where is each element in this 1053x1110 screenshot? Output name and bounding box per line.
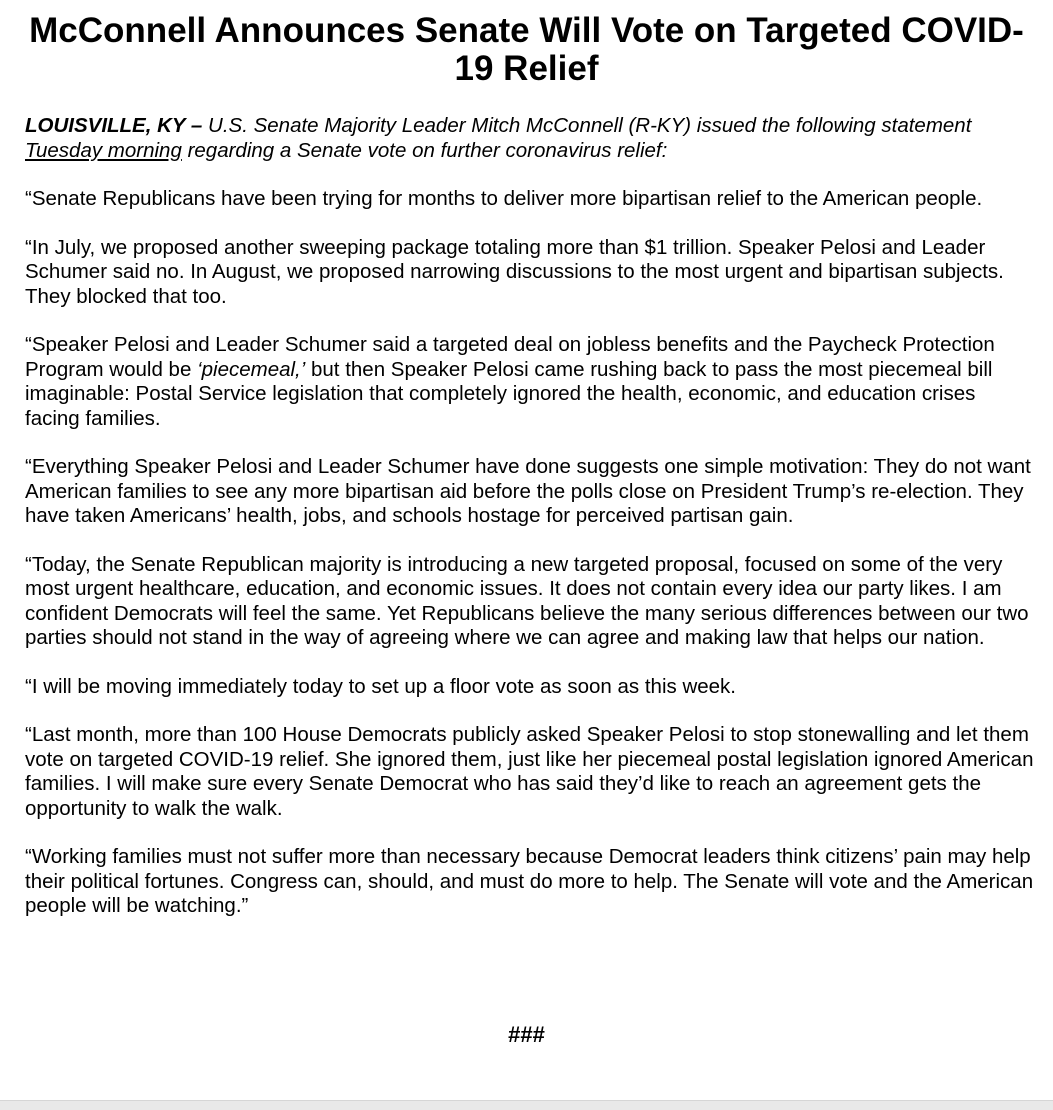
quote-paragraph-3	[25, 333, 1035, 431]
quote-paragraph-7: “Last month, more than 100 House Democrats publicly asked Speaker Pelosi to stop stonewalling and let them vote on targeted COVID-19 relief. She ignored them, just like her piecemeal postal legislation ignored American families. I will make sure every Senate Democrat who has said they’d like to reach an agreement gets the opportunity to walk the walk.	[25, 723, 1034, 820]
dateline-text-end: regarding a Senate vote on further coronavirus relief:	[181, 138, 668, 162]
quote-paragraph-8: “Working families must not suffer more than necessary because Democrat leaders think citizens’ pain may help their political fortunes. Congress can, should, and must do more to help. The Senate will vote and the American people will be watching.”	[25, 845, 1034, 917]
quote-paragraph-6: “I will be moving immediately today to set up a floor vote as soon as this week.	[25, 674, 737, 698]
dateline-text-start: U.S. Senate Majority Leader Mitch McConnell (R-KY) issued the following statement	[202, 114, 972, 137]
quote-paragraph-2: “In July, we proposed another sweeping package totaling more than $1 trillion. Speaker Pelosi and Leader Schumer said no. In August, we proposed narrowing discussions to the most urgent and bipartisan subjects. They blocked that too.	[25, 235, 1004, 308]
quote-paragraph-3-end: but then Speaker Pelosi came rushing back to pass the most piecemeal bill imaginable: Postal Service legislation that completely ignored the health, economic, and education crises facing families.	[25, 357, 993, 430]
quote-paragraph-3-start: “Speaker Pelosi and Leader Schumer said a targeted deal on jobless benefits and the Paycheck Protection Program would be	[25, 333, 995, 381]
quote-paragraph-5: “Today, the Senate Republican majority is introducing a new targeted proposal, focused on some of the very most urgent healthcare, education, and economic issues. It does not contain every idea our party likes. I am confident Democrats will feel the same. Yet Republicans believe the many serious differences between our two parties should not stand in the way of agreeing where we can agree and making law that helps our nation.	[25, 552, 1029, 649]
end-mark: ###	[508, 1022, 545, 1047]
quote-paragraph-1: “Senate Republicans have been trying for months to deliver more bipartisan relief to the American people.	[25, 187, 983, 210]
headline: McConnell Announces Senate Will Vote on Targeted COVID-19 Relief	[29, 11, 1024, 88]
press-release-body	[25, 114, 1035, 943]
bottom-strip	[0, 1100, 1053, 1110]
dateline-location: LOUISVILLE, KY –	[25, 114, 203, 137]
quote-paragraph-4: “Everything Speaker Pelosi and Leader Schumer have done suggests one simple motivation: They do not want American families to see any more bipartisan aid before the polls close on President Trump’s re-election. They have taken Americans’ health, jobs, and schools hostage for perceived partisan gain.	[25, 455, 1031, 527]
quote-paragraph-3-italic: ‘piecemeal,’	[197, 357, 306, 381]
dateline-paragraph	[25, 114, 1035, 163]
dateline-time: Tuesday morning	[25, 138, 182, 162]
